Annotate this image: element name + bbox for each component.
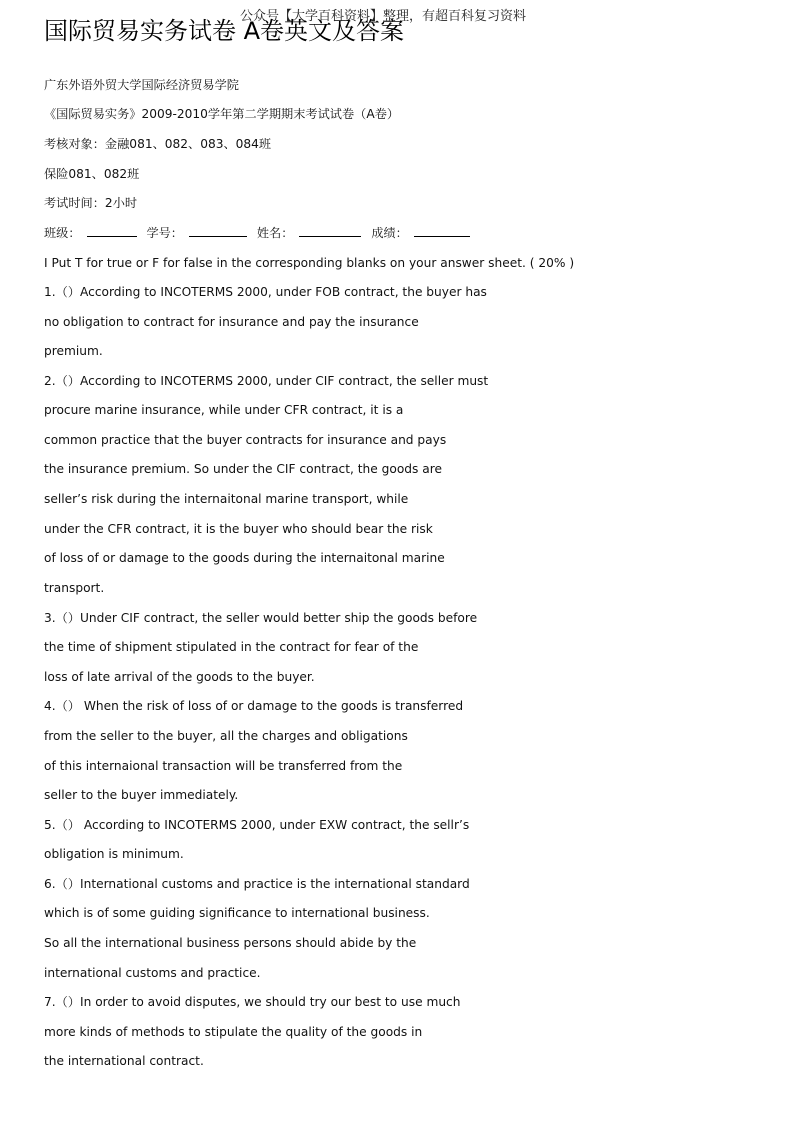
question-line: of this internaional transaction will be transferred from the <box>44 759 403 773</box>
question-line: the international contract. <box>44 1054 204 1068</box>
class-blank[interactable] <box>87 225 137 237</box>
question-line: 1.（）According to INCOTERMS 2000, under FOB contract, the buyer has <box>44 285 487 299</box>
question-line: of loss of or damage to the goods during the internaitonal marine <box>44 551 445 565</box>
question-line: 4.（） When the risk of loss of or damage to the goods is transferred <box>44 699 464 713</box>
exam-target-classes-2: 保险081、082班 <box>44 167 140 181</box>
class-label: 班级： <box>44 226 81 240</box>
school-name: 广东外语外贸大学国际经济贸易学院 <box>44 78 239 92</box>
section-heading: Ⅰ Put T for true or F for false in the corresponding blanks on your answer sheet. ( 20% ) <box>44 256 575 270</box>
question-line: premium. <box>44 344 103 358</box>
question-line: the insurance premium. So under the CIF contract, the goods are <box>44 462 442 476</box>
score-label: 成绩： <box>371 226 408 240</box>
question-line: seller to the buyer immediately. <box>44 788 239 802</box>
question-line: 6.（）International customs and practice is the international standard <box>44 877 470 891</box>
student-id-blank[interactable] <box>189 225 247 237</box>
question-line: 7.（）In order to avoid disputes, we should try our best to use much <box>44 995 461 1009</box>
name-blank[interactable] <box>299 225 361 237</box>
question-line: loss of late arrival of the goods to the buyer. <box>44 670 315 684</box>
document-title: 国际贸易实务试卷 A卷英文及答案 <box>44 17 405 45</box>
question-line: the time of shipment stipulated in the contract for fear of the <box>44 640 419 654</box>
exam-name: 《国际贸易实务》2009-2010学年第二学期期末考试试卷（A卷） <box>44 107 400 121</box>
question-line: 2.（）According to INCOTERMS 2000, under CIF contract, the seller must <box>44 374 489 388</box>
watermark-text: 公众号【大学百科资料】整理，有超百科复习资料 <box>240 9 527 24</box>
exam-duration: 考试时间：2小时 <box>44 196 138 210</box>
exam-target-classes: 考核对象：金融081、082、083、084班 <box>44 137 272 151</box>
score-blank[interactable] <box>414 225 470 237</box>
question-line: obligation is minimum. <box>44 847 184 861</box>
question-line: from the seller to the buyer, all the charges and obligations <box>44 729 408 743</box>
question-line: common practice that the buyer contracts for insurance and pays <box>44 433 447 447</box>
question-line: under the CFR contract, it is the buyer who should bear the risk <box>44 522 433 536</box>
question-line: So all the international business persons should abide by the <box>44 936 417 950</box>
question-line: 5.（） According to INCOTERMS 2000, under EXW contract, the sellr’s <box>44 818 470 832</box>
question-line: transport. <box>44 581 105 595</box>
question-line: no obligation to contract for insurance and pay the insurance <box>44 315 419 329</box>
student-info-row <box>44 225 476 241</box>
question-line: seller’s risk during the internaitonal marine transport, while <box>44 492 409 506</box>
question-line: 3.（）Under CIF contract, the seller would better ship the goods before <box>44 611 478 625</box>
question-line: procure marine insurance, while under CFR contract, it is a <box>44 403 404 417</box>
student-id-label: 学号： <box>146 226 183 240</box>
question-line: which is of some guiding significance to international business. <box>44 906 430 920</box>
question-line: more kinds of methods to stipulate the quality of the goods in <box>44 1025 423 1039</box>
question-line: international customs and practice. <box>44 966 261 980</box>
name-label: 姓名： <box>256 226 294 240</box>
